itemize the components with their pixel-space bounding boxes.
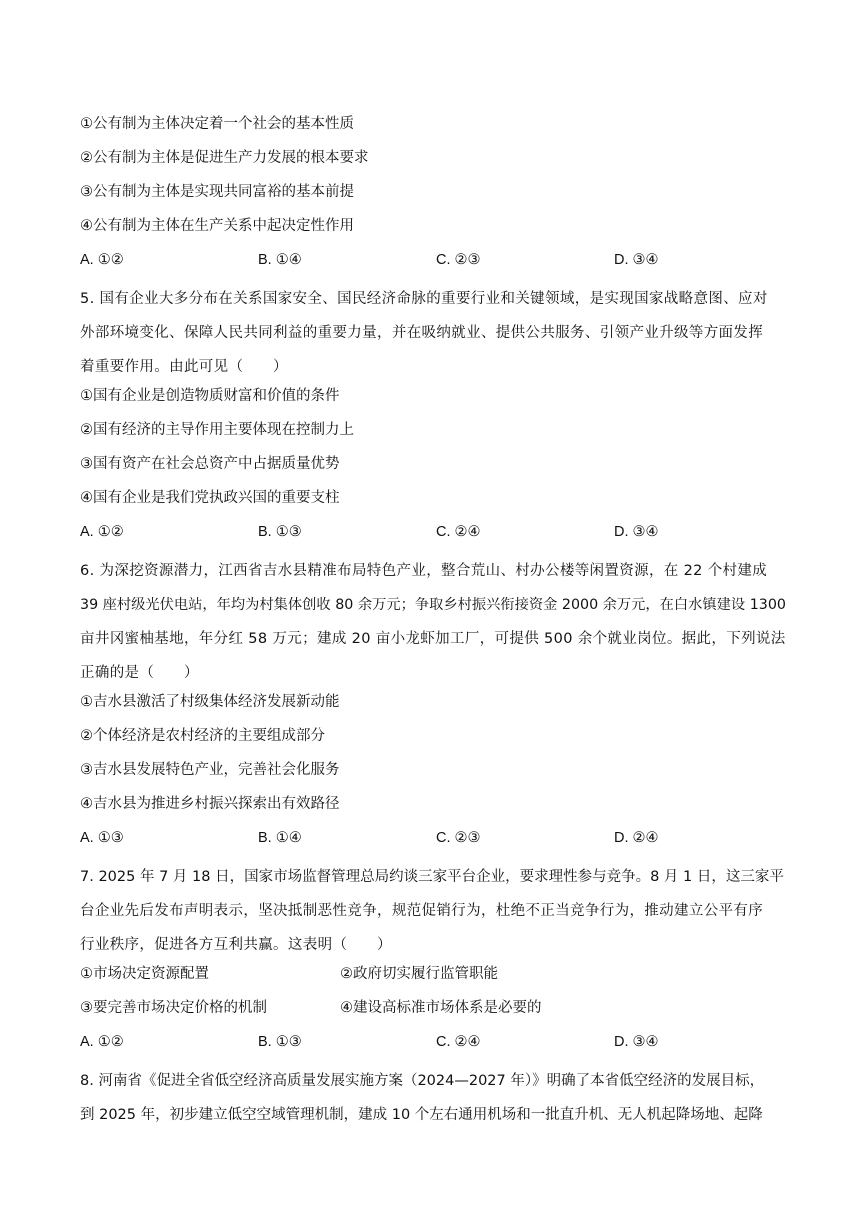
q4-item-2: ②公有制为主体是促进生产力发展的根本要求 bbox=[80, 150, 369, 166]
q6-options bbox=[80, 826, 792, 860]
q5-options bbox=[80, 520, 792, 554]
q5-option-c: C. ②④ bbox=[436, 524, 481, 540]
q4-item-1: ①公有制为主体决定着一个社会的基本性质 bbox=[80, 116, 354, 132]
q4-option-d: D. ③④ bbox=[614, 252, 659, 268]
q7-line-3: 行业秩序，促进各方互利共赢。这表明（ ） bbox=[80, 937, 392, 953]
q5-item-4: ④国有企业是我们党执政兴国的重要支柱 bbox=[80, 490, 340, 506]
q7-options bbox=[80, 1030, 792, 1064]
q5-line-3: 着重要作用。由此可见（ ） bbox=[80, 359, 288, 375]
q5-item-1: ①国有企业是创造物质财富和价值的条件 bbox=[80, 388, 340, 404]
q5-line-1: 5. 国有企业大多分布在关系国家安全、国民经济命脉的重要行业和关键领域，是实现国家战略意图、应对 bbox=[80, 291, 768, 307]
question-6-stem bbox=[80, 554, 792, 690]
q7-items-row-1 bbox=[80, 962, 792, 996]
q7-item-2: ②政府切实履行监管职能 bbox=[340, 966, 498, 982]
q6-item-2: ②个体经济是农村经济的主要组成部分 bbox=[80, 728, 325, 744]
q7-item-3: ③要完善市场决定价格的机制 bbox=[80, 1000, 267, 1016]
q7-item-4: ④建设高标准市场体系是必要的 bbox=[340, 1000, 542, 1016]
q6-option-a: A. ①③ bbox=[80, 830, 124, 846]
q6-line-4: 正确的是（ ） bbox=[80, 665, 199, 681]
q4-item-3: ③公有制为主体是实现共同富裕的基本前提 bbox=[80, 184, 354, 200]
q4-options bbox=[80, 248, 792, 282]
question-7-stem bbox=[80, 860, 792, 962]
question-content bbox=[80, 112, 792, 1132]
question-5-stem bbox=[80, 282, 792, 384]
q7-items-row-2 bbox=[80, 996, 792, 1030]
q4-option-c: C. ②③ bbox=[436, 252, 481, 268]
q5-option-a: A. ①② bbox=[80, 524, 124, 540]
question-8-stem bbox=[80, 1064, 792, 1132]
q6-option-b: B. ①④ bbox=[258, 830, 302, 846]
q6-line-2: 39 座村级光伏电站，年均为村集体创收 80 余万元；争取乡村振兴衔接资金 2000 余万元，在白水镇建设 1300 bbox=[80, 597, 786, 613]
q6-item-1: ①吉水县激活了村级集体经济发展新动能 bbox=[80, 694, 340, 710]
question-4-items bbox=[80, 112, 792, 248]
q6-option-d: D. ②④ bbox=[614, 830, 659, 846]
q7-option-a: A. ①② bbox=[80, 1034, 124, 1050]
q7-item-1: ①市场决定资源配置 bbox=[80, 966, 209, 982]
q5-item-3: ③国有资产在社会总资产中占据质量优势 bbox=[80, 456, 340, 472]
q7-option-d: D. ③④ bbox=[614, 1034, 659, 1050]
q4-item-4: ④公有制为主体在生产关系中起决定性作用 bbox=[80, 218, 354, 234]
question-5-items bbox=[80, 384, 792, 520]
q5-item-2: ②国有经济的主导作用主要体现在控制力上 bbox=[80, 422, 354, 438]
q5-line-2: 外部环境变化、保障人民共同利益的重要力量，并在吸纳就业、提供公共服务、引领产业升级等方面发挥 bbox=[80, 325, 764, 341]
q5-option-d: D. ③④ bbox=[614, 524, 659, 540]
q6-option-c: C. ②③ bbox=[436, 830, 481, 846]
q7-line-2: 台企业先后发布声明表示，坚决抵制恶性竞争，规范促销行为，杜绝不正当竞争行为，推动建立公平有序 bbox=[80, 903, 764, 919]
q6-item-4: ④吉水县为推进乡村振兴探索出有效路径 bbox=[80, 796, 340, 812]
q6-line-3: 亩井冈蜜柚基地，年分红 58 万元；建成 20 亩小龙虾加工厂，可提供 500 余个就业岗位。据此，下列说法 bbox=[80, 631, 786, 647]
q5-option-b: B. ①③ bbox=[258, 524, 302, 540]
question-6-items bbox=[80, 690, 792, 826]
q8-line-1: 8. 河南省《促进全省低空经济高质量发展实施方案（2024—2027 年）》明确了本省低空经济的发展目标， bbox=[80, 1073, 765, 1089]
q7-option-c: C. ②④ bbox=[436, 1034, 481, 1050]
q7-line-1: 7. 2025 年 7 月 18 日，国家市场监督管理总局约谈三家平台企业，要求理性参与竞争。8 月 1 日，这三家平 bbox=[80, 869, 784, 885]
q6-item-3: ③吉水县发展特色产业，完善社会化服务 bbox=[80, 762, 340, 778]
q4-option-a: A. ①② bbox=[80, 252, 124, 268]
q7-option-b: B. ①③ bbox=[258, 1034, 302, 1050]
q6-line-1: 6. 为深挖资源潜力，江西省吉水县精准布局特色产业，整合荒山、村办公楼等闲置资源，在 22 个村建成 bbox=[80, 563, 768, 579]
q8-line-2: 到 2025 年，初步建立低空空域管理机制，建成 10 个左右通用机场和一批直升机、无人机起降场地、起降 bbox=[80, 1107, 763, 1123]
q4-option-b: B. ①④ bbox=[258, 252, 302, 268]
